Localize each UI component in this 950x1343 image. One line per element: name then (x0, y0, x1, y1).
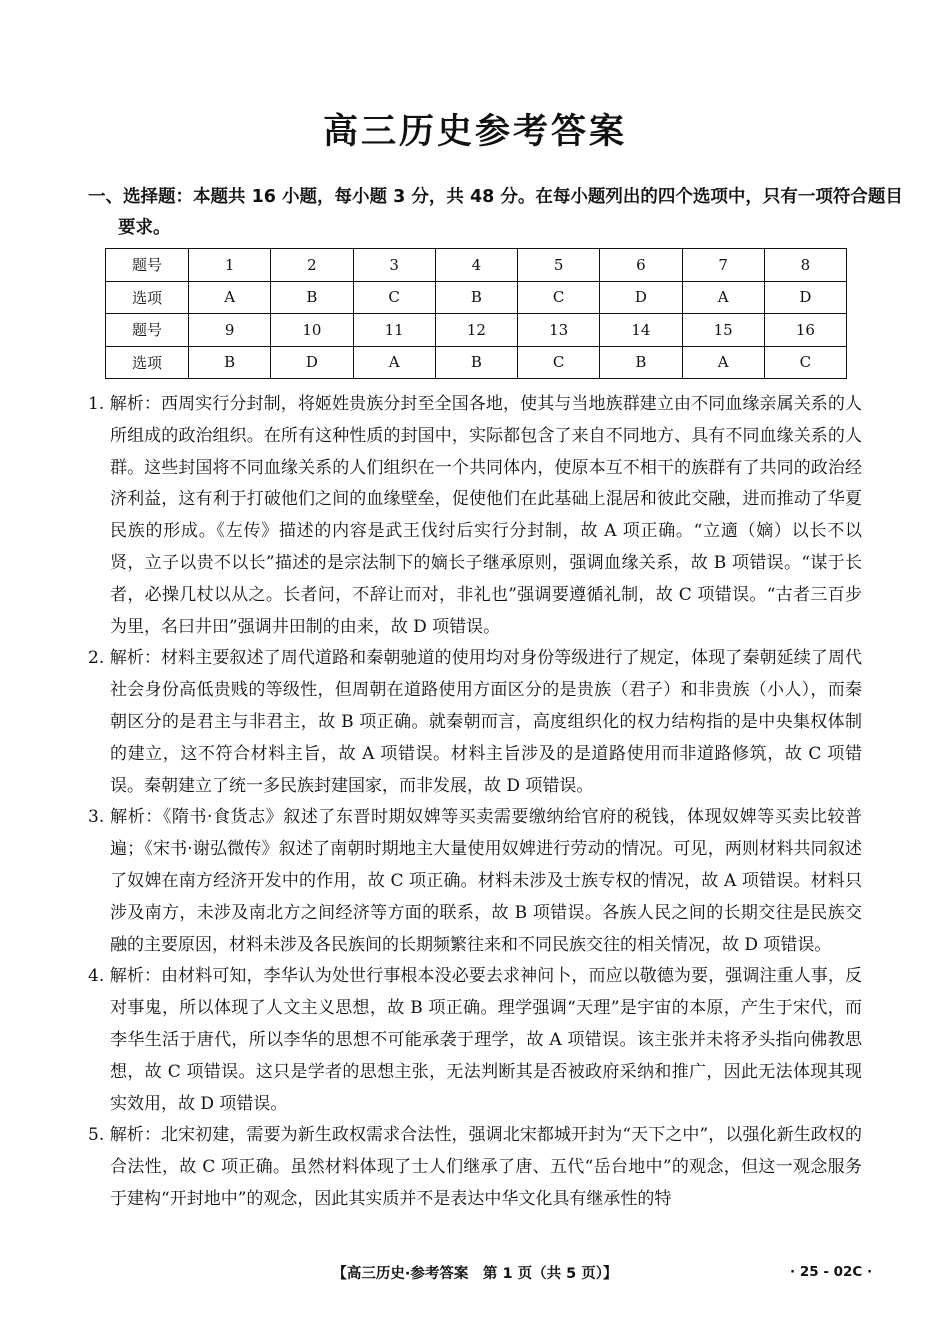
table-row-label: 选项 (106, 281, 189, 314)
table-cell: 2 (271, 249, 353, 282)
explanation-3: 3. 解析：《隋书·食货志》叙述了东晋时期奴婢等买卖需要缴纳给官府的税钱，体现奴婢等买卖比较普遍；《宋书·谢弘微传》叙述了南朝时期地主大量使用奴婢进行劳动的情况。可见，两则材料共同叙述了奴婢在南方经济开发中的作用，故 C 项正确。材料未涉及士族专权的情况，故 A 项错误。材料只涉及南方，未涉及南北方之间经济等方面的联系，故 B 项错误。各族人民之间的长期交往是民族交融的主要原因，材料未涉及各民族间的长期频繁往来和不同民族交往的相关情况，故 D 项错误。 (88, 807, 862, 955)
explanations (88, 389, 862, 1216)
table-row (106, 314, 847, 347)
table-cell: 3 (353, 249, 435, 282)
table-cell: 4 (435, 249, 517, 282)
table-row-label: 题号 (106, 314, 189, 347)
table-cell: B (271, 281, 353, 314)
table-cell: 13 (518, 314, 600, 347)
table-cell: B (600, 346, 682, 379)
explanation-2: 2. 解析：材料主要叙述了周代道路和秦朝驰道的使用均对身份等级进行了规定，体现了秦朝延续了周代社会身份高低贵贱的等级性，但周朝在道路使用方面区分的是贵族（君子）和非贵族（小人），而秦朝区分的是君主与非君主，故 B 项正确。就秦朝而言，高度组织化的权力结构指的是中央集权体制的建立，这不符合材料主旨，故 A 项错误。材料主旨涉及的是道路使用而非道路修筑，故 C 项错误。秦朝建立了统一多民族封建国家，而非发展，故 D 项错误。 (88, 648, 862, 796)
page-title: 高三历史参考答案 (322, 112, 627, 152)
table-cell: B (189, 346, 271, 379)
explanation-1: 1. 解析：西周实行分封制，将姬姓贵族分封至全国各地，使其与当地族群建立由不同血缘亲属关系的人所组成的政治组织。在所有这种性质的封国中，实际都包含了来自不同地方、具有不同血缘关系的人群。这些封国将不同血缘关系的人们组织在一个共同体内，使原本互不相干的族群有了共同的政治经济利益，这有利于打破他们之间的血缘壁垒，促使他们在此基础上混居和彼此交融，进而推动了华夏民族的形成。《左传》描述的内容是武王伐纣后实行分封制，故 A 项正确。“立適（嫡）以长不以贤，立子以贵不以长”描述的是宗法制下的嫡长子继承原则，强调血缘关系，故 B 项错误。“谋于长者，必操几杖以从之。长者问，不辞让而对，非礼也”强调要遵循礼制，故 C 项错误。“古者三百步为里，名曰井田”强调井田制的由来，故 D 项错误。 (88, 394, 862, 637)
table-cell: B (435, 281, 517, 314)
table-cell: C (518, 281, 600, 314)
table-cell: A (189, 281, 271, 314)
explanation-4: 4. 解析：由材料可知，李华认为处世行事根本没必要去求神问卜，而应以敬德为要，强调注重人事，反对事鬼，所以体现了人文主义思想，故 B 项正确。理学强调“天理”是宇宙的本原，产生于宋代，而李华生活于唐代，所以李华的思想不可能承袭于理学，故 A 项错误。该主张并未将矛头指向佛教思想，故 C 项错误。这只是学者的思想主张，无法判断其是否被政府采纳和推广，因此无法体现其现实效用，故 D 项错误。 (88, 966, 862, 1114)
table-cell: C (353, 281, 435, 314)
table-cell: D (600, 281, 682, 314)
table-row (106, 346, 847, 379)
table-cell: A (682, 346, 764, 379)
table-row (106, 281, 847, 314)
section-heading: 一、选择题：本题共 16 小题，每小题 3 分，共 48 分。在每小题列出的四个选项中，只有一项符合题目要求。 (88, 187, 903, 238)
table-cell: A (353, 346, 435, 379)
table-cell: 5 (518, 249, 600, 282)
table-cell: D (271, 346, 353, 379)
explanation-5: 5. 解析：北宋初建，需要为新生政权需求合法性，强调北宋都城开封为“天下之中”，以强化新生政权的合法性，故 C 项正确。虽然材料体现了士人们继承了唐、五代“岳台地中”的观念，但这一观念服务于建构“开封地中”的观念，因此其实质并不是表达中华文化具有继承性的特 (88, 1125, 862, 1209)
table-cell: C (518, 346, 600, 379)
table-cell: 9 (189, 314, 271, 347)
table-row-label: 题号 (106, 249, 189, 282)
table-row-label: 选项 (106, 346, 189, 379)
table-cell: 8 (764, 249, 846, 282)
table-cell: A (682, 281, 764, 314)
table-cell: 1 (189, 249, 271, 282)
page-footer: 【高三历史·参考答案 第 1 页（共 5 页）】 (332, 1266, 618, 1282)
table-cell: 14 (600, 314, 682, 347)
table-row (106, 249, 847, 282)
table-cell: B (435, 346, 517, 379)
answer-table (105, 248, 847, 379)
table-cell: 6 (600, 249, 682, 282)
table-cell: 11 (353, 314, 435, 347)
table-cell: C (764, 346, 846, 379)
table-cell: D (764, 281, 846, 314)
table-cell: 15 (682, 314, 764, 347)
footer-code: · 25 - 02C · (790, 1264, 873, 1280)
table-cell: 16 (764, 314, 846, 347)
table-cell: 12 (435, 314, 517, 347)
table-cell: 10 (271, 314, 353, 347)
table-cell: 7 (682, 249, 764, 282)
